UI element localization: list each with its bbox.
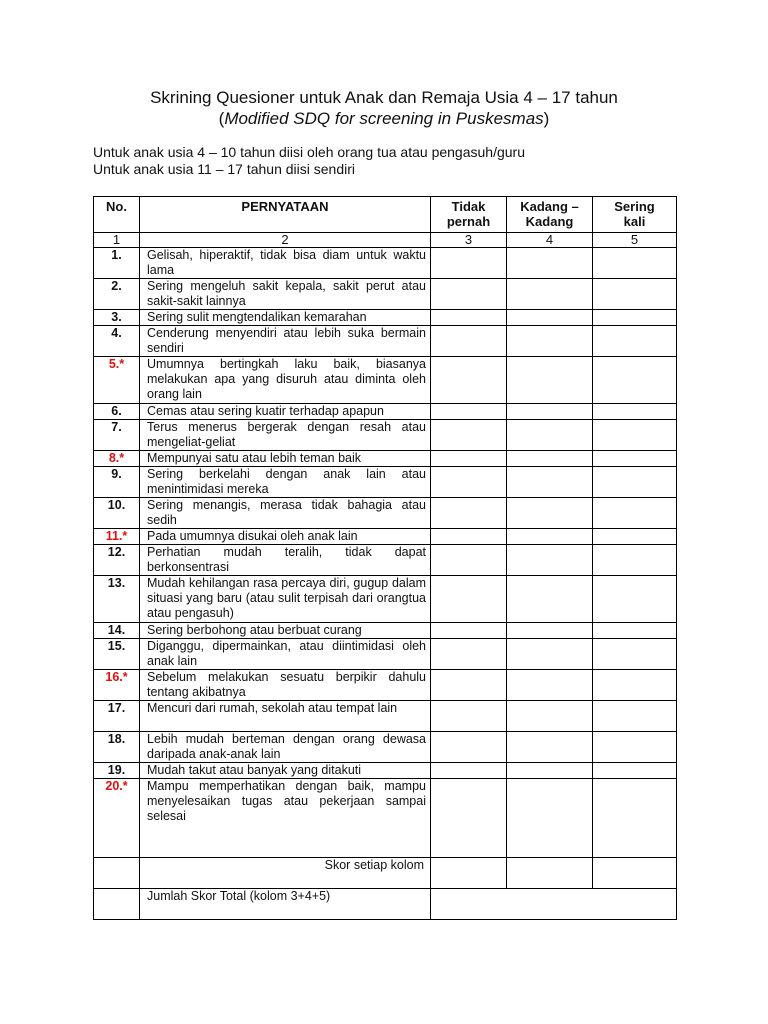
answer-often-cell[interactable] bbox=[593, 545, 677, 576]
item-statement: Mampu memperhatikan dengan baik, mampu menyelesaikan tugas atau pekerjaan sampai selesai bbox=[140, 779, 431, 858]
table-row bbox=[94, 763, 677, 779]
answer-often-cell[interactable] bbox=[593, 248, 677, 279]
answer-never-cell[interactable] bbox=[431, 498, 507, 529]
item-statement: Sering menangis, merasa tidak bahagia atau sedih bbox=[140, 498, 431, 529]
answer-often-cell[interactable] bbox=[593, 326, 677, 357]
answer-never-cell[interactable] bbox=[431, 467, 507, 498]
column-number-row bbox=[94, 233, 677, 248]
item-statement: Sering berkelahi dengan anak lain atau menintimidasi mereka bbox=[140, 467, 431, 498]
table-row bbox=[94, 467, 677, 498]
answer-often-cell[interactable] bbox=[593, 732, 677, 763]
item-number: 4. bbox=[94, 326, 140, 357]
table-row bbox=[94, 310, 677, 326]
answer-sometimes-cell[interactable] bbox=[507, 404, 593, 420]
item-statement: Pada umumnya disukai oleh anak lain bbox=[140, 529, 431, 545]
item-number: 12. bbox=[94, 545, 140, 576]
answer-sometimes-cell[interactable] bbox=[507, 326, 593, 357]
item-number: 9. bbox=[94, 467, 140, 498]
answer-often-cell[interactable] bbox=[593, 357, 677, 404]
item-number: 3. bbox=[94, 310, 140, 326]
answer-sometimes-cell[interactable] bbox=[507, 779, 593, 858]
answer-sometimes-cell[interactable] bbox=[507, 576, 593, 623]
item-statement: Cenderung menyendiri atau lebih suka bermain sendiri bbox=[140, 326, 431, 357]
header-sometimes: Kadang – Kadang bbox=[507, 197, 593, 233]
item-statement: Lebih mudah berteman dengan orang dewasa daripada anak-anak lain bbox=[140, 732, 431, 763]
answer-often-cell[interactable] bbox=[593, 279, 677, 310]
item-statement: Terus menerus bergerak dengan resah atau mengeliat-geliat bbox=[140, 420, 431, 451]
answer-never-cell[interactable] bbox=[431, 763, 507, 779]
score-label: Skor setiap kolom bbox=[140, 858, 431, 889]
answer-often-cell[interactable] bbox=[593, 451, 677, 467]
answer-never-cell[interactable] bbox=[431, 451, 507, 467]
table-row bbox=[94, 248, 677, 279]
table-row bbox=[94, 404, 677, 420]
answer-often-cell[interactable] bbox=[593, 467, 677, 498]
item-number: 2. bbox=[94, 279, 140, 310]
statement-rows bbox=[94, 248, 677, 858]
table-row bbox=[94, 279, 677, 310]
table-row bbox=[94, 670, 677, 701]
answer-sometimes-cell[interactable] bbox=[507, 732, 593, 763]
item-statement: Mempunyai satu atau lebih teman baik bbox=[140, 451, 431, 467]
answer-often-cell[interactable] bbox=[593, 623, 677, 639]
column-number: 1 bbox=[94, 233, 140, 248]
subtitle-italic: Modified SDQ for screening in Puskesmas bbox=[224, 109, 544, 128]
answer-sometimes-cell[interactable] bbox=[507, 623, 593, 639]
table-row bbox=[94, 732, 677, 763]
item-statement: Mudah kehilangan rasa percaya diri, gugup dalam situasi yang baru (atau sulit terpisah dari orangtua atau pengasuh) bbox=[140, 576, 431, 623]
total-label: Jumlah Skor Total (kolom 3+4+5) bbox=[140, 889, 431, 920]
score-row bbox=[94, 858, 677, 889]
page-subtitle bbox=[0, 109, 768, 129]
item-number: 18. bbox=[94, 732, 140, 763]
item-statement: Umumnya bertingkah laku baik, biasanya melakukan apa yang disuruh atau diminta oleh orang lain bbox=[140, 357, 431, 404]
item-statement: Mudah takut atau banyak yang ditakuti bbox=[140, 763, 431, 779]
item-number: 19. bbox=[94, 763, 140, 779]
instruction-age-11-17: Untuk anak usia 11 – 17 tahun diisi sendiri bbox=[93, 161, 356, 177]
instruction-age-4-10: Untuk anak usia 4 – 10 tahun diisi oleh orang tua atau pengasuh/guru bbox=[93, 144, 525, 160]
answer-often-cell[interactable] bbox=[593, 763, 677, 779]
table-row bbox=[94, 623, 677, 639]
answer-never-cell[interactable] bbox=[431, 701, 507, 732]
total-row bbox=[94, 889, 677, 920]
header-statement: PERNYATAAN bbox=[140, 197, 431, 233]
header-row bbox=[94, 197, 677, 233]
item-number: 17. bbox=[94, 701, 140, 732]
table-row bbox=[94, 326, 677, 357]
header-no: No. bbox=[94, 197, 140, 233]
answer-often-cell[interactable] bbox=[593, 310, 677, 326]
table-row bbox=[94, 701, 677, 732]
answer-sometimes-cell[interactable] bbox=[507, 701, 593, 732]
answer-sometimes-cell[interactable] bbox=[507, 545, 593, 576]
table-row bbox=[94, 420, 677, 451]
item-number: 10. bbox=[94, 498, 140, 529]
answer-never-cell[interactable] bbox=[431, 545, 507, 576]
item-number: 7. bbox=[94, 420, 140, 451]
answer-often-cell[interactable] bbox=[593, 420, 677, 451]
answer-often-cell[interactable] bbox=[593, 639, 677, 670]
answer-never-cell[interactable] bbox=[431, 420, 507, 451]
table-row bbox=[94, 779, 677, 858]
item-number: 15. bbox=[94, 639, 140, 670]
table-row bbox=[94, 576, 677, 623]
answer-sometimes-cell[interactable] bbox=[507, 670, 593, 701]
answer-never-cell[interactable] bbox=[431, 248, 507, 279]
column-number: 5 bbox=[593, 233, 677, 248]
answer-never-cell[interactable] bbox=[431, 529, 507, 545]
answer-sometimes-cell[interactable] bbox=[507, 451, 593, 467]
answer-sometimes-cell[interactable] bbox=[507, 763, 593, 779]
column-number: 3 bbox=[431, 233, 507, 248]
answer-sometimes-cell[interactable] bbox=[507, 467, 593, 498]
item-number: 8.* bbox=[94, 451, 140, 467]
answer-sometimes-cell[interactable] bbox=[507, 357, 593, 404]
item-statement: Sering berbohong atau berbuat curang bbox=[140, 623, 431, 639]
item-number: 11.* bbox=[94, 529, 140, 545]
item-number: 14. bbox=[94, 623, 140, 639]
table-row bbox=[94, 545, 677, 576]
table-row bbox=[94, 451, 677, 467]
answer-often-cell[interactable] bbox=[593, 404, 677, 420]
answer-sometimes-cell[interactable] bbox=[507, 498, 593, 529]
answer-sometimes-cell[interactable] bbox=[507, 420, 593, 451]
item-number: 13. bbox=[94, 576, 140, 623]
column-number: 2 bbox=[140, 233, 431, 248]
table-row bbox=[94, 529, 677, 545]
page-title: Skrining Quesioner untuk Anak dan Remaja Usia 4 – 17 tahun bbox=[150, 88, 618, 107]
item-statement: Diganggu, dipermainkan, atau diintimidasi oleh anak lain bbox=[140, 639, 431, 670]
item-statement: Sering mengeluh sakit kepala, sakit perut atau sakit-sakit lainnya bbox=[140, 279, 431, 310]
answer-sometimes-cell[interactable] bbox=[507, 310, 593, 326]
answer-never-cell[interactable] bbox=[431, 357, 507, 404]
answer-never-cell[interactable] bbox=[431, 576, 507, 623]
answer-never-cell[interactable] bbox=[431, 639, 507, 670]
item-statement: Perhatian mudah teralih, tidak dapat berkonsentrasi bbox=[140, 545, 431, 576]
sdq-table bbox=[93, 196, 677, 920]
score-sometimes-cell[interactable] bbox=[507, 858, 593, 889]
answer-often-cell[interactable] bbox=[593, 701, 677, 732]
answer-never-cell[interactable] bbox=[431, 623, 507, 639]
total-row-no-cell bbox=[94, 889, 140, 920]
column-number: 4 bbox=[507, 233, 593, 248]
item-statement: Cemas atau sering kuatir terhadap apapun bbox=[140, 404, 431, 420]
item-number: 20.* bbox=[94, 779, 140, 858]
answer-often-cell[interactable] bbox=[593, 576, 677, 623]
answer-often-cell[interactable] bbox=[593, 670, 677, 701]
header-often: Sering kali bbox=[593, 197, 677, 233]
header-never: Tidak pernah bbox=[431, 197, 507, 233]
item-number: 16.* bbox=[94, 670, 140, 701]
item-number: 5.* bbox=[94, 357, 140, 404]
answer-never-cell[interactable] bbox=[431, 326, 507, 357]
item-statement: Mencuri dari rumah, sekolah atau tempat lain bbox=[140, 701, 431, 732]
answer-often-cell[interactable] bbox=[593, 529, 677, 545]
table-row bbox=[94, 357, 677, 404]
answer-never-cell[interactable] bbox=[431, 404, 507, 420]
answer-never-cell[interactable] bbox=[431, 670, 507, 701]
item-statement: Gelisah, hiperaktif, tidak bisa diam untuk waktu lama bbox=[140, 248, 431, 279]
item-statement: Sebelum melakukan sesuatu berpikir dahulu tentang akibatnya bbox=[140, 670, 431, 701]
answer-sometimes-cell[interactable] bbox=[507, 248, 593, 279]
subtitle-close-paren: ) bbox=[543, 109, 550, 128]
answer-sometimes-cell[interactable] bbox=[507, 279, 593, 310]
total-score-cell[interactable] bbox=[431, 889, 677, 920]
table-row bbox=[94, 639, 677, 670]
score-often-cell[interactable] bbox=[593, 858, 677, 889]
score-row-no-cell bbox=[94, 858, 140, 889]
answer-often-cell[interactable] bbox=[593, 498, 677, 529]
answer-never-cell[interactable] bbox=[431, 310, 507, 326]
answer-sometimes-cell[interactable] bbox=[507, 639, 593, 670]
answer-never-cell[interactable] bbox=[431, 779, 507, 858]
answer-never-cell[interactable] bbox=[431, 279, 507, 310]
item-statement: Sering sulit mengtendalikan kemarahan bbox=[140, 310, 431, 326]
score-never-cell[interactable] bbox=[431, 858, 507, 889]
table-row bbox=[94, 498, 677, 529]
item-number: 1. bbox=[94, 248, 140, 279]
answer-sometimes-cell[interactable] bbox=[507, 529, 593, 545]
answer-never-cell[interactable] bbox=[431, 732, 507, 763]
answer-often-cell[interactable] bbox=[593, 779, 677, 858]
item-number: 6. bbox=[94, 404, 140, 420]
subtitle-open-paren: ( bbox=[218, 109, 225, 128]
